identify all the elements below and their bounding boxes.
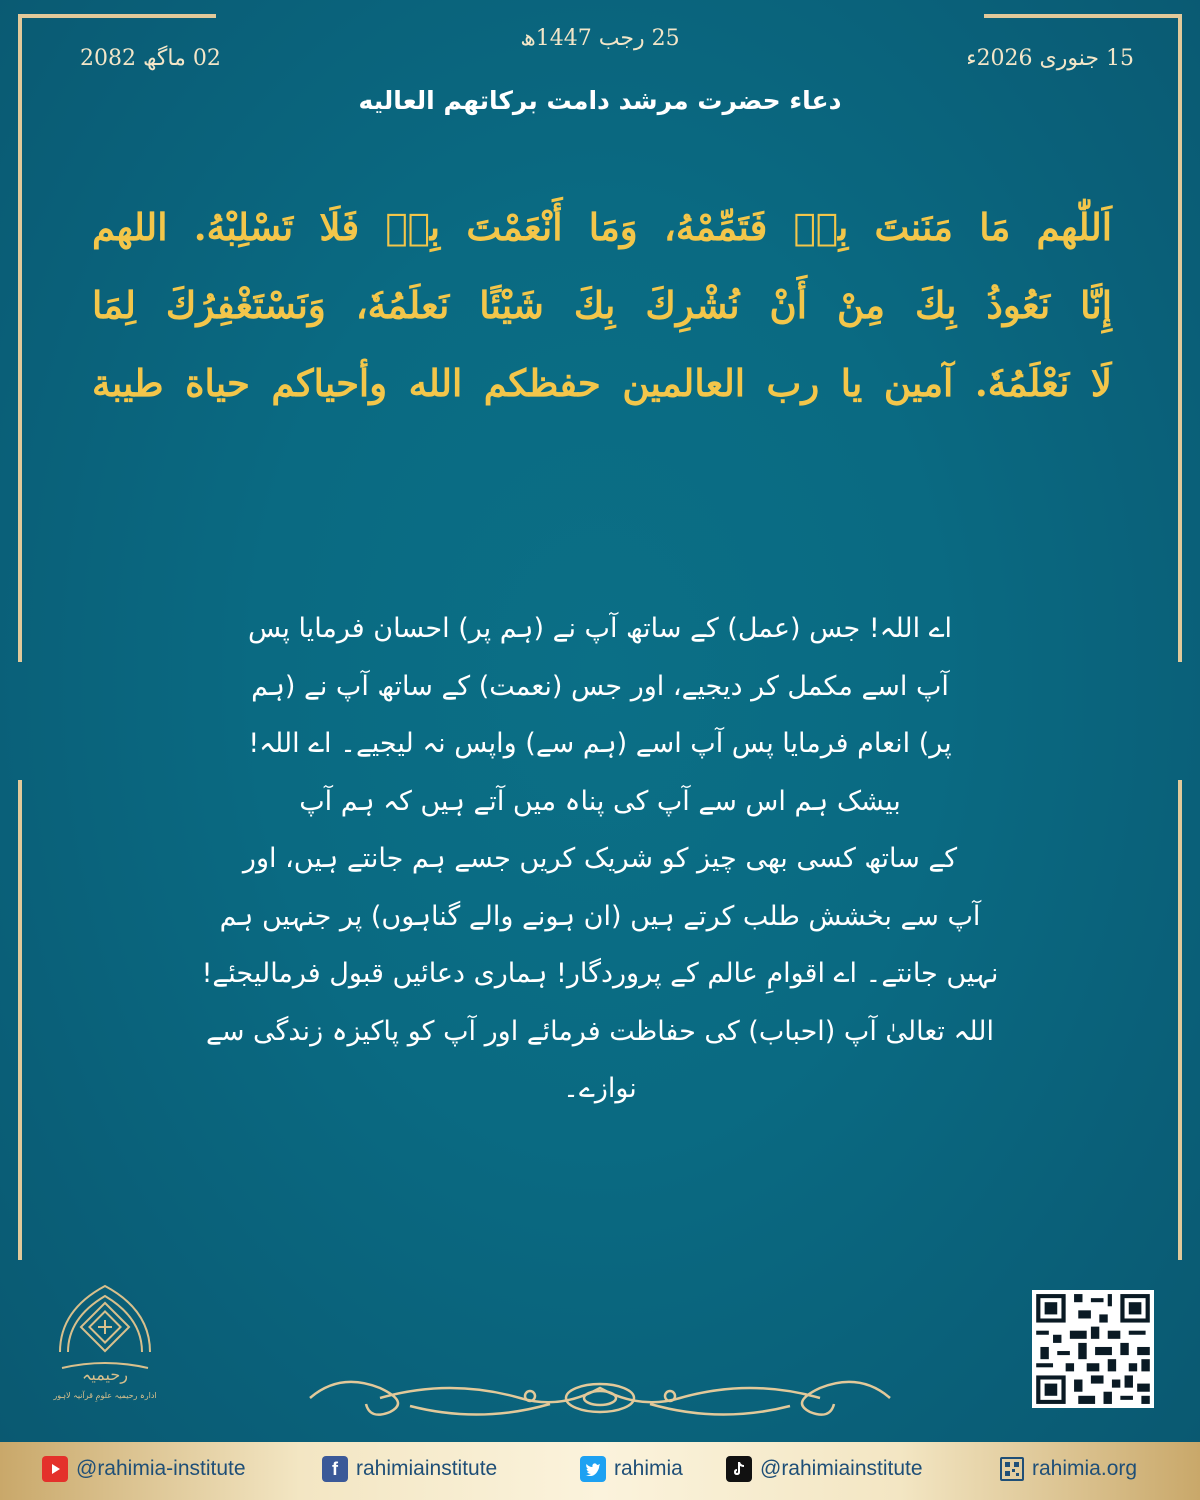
- urdu-line: آپ سے بخشش طلب کرتے ہیں (ان ہونے والے گناہوں) پر جنہیں ہم: [219, 900, 981, 932]
- urdu-line: اے اللہ! جس (عمل) کے ساتھ آپ نے (ہم پر) احسان فرمایا پس: [247, 613, 953, 644]
- frame-top-left: [18, 14, 216, 18]
- arabic-line: اَللّٰهم مَا مَنَنتَ بِهٖ فَتَمِّمْهُ، وَمَا أَنْعَمْتَ بِهٖ فَلَا تَسْلِبْهُ. اللهم: [92, 205, 1112, 249]
- youtube-link[interactable]: [42, 1454, 246, 1484]
- frame-right-lower: [1178, 780, 1182, 1260]
- ornament-divider: [300, 1368, 900, 1428]
- urdu-line: نوازے۔: [563, 1073, 637, 1104]
- urdu-line: نہیں جانتے۔ اے اقوامِ عالم کے پروردگار! ہماری دعائیں قبول فرمالیجئے!: [201, 958, 999, 989]
- arabic-dua: [92, 188, 1112, 422]
- frame-top-right: [984, 14, 1182, 18]
- youtube-icon: [42, 1456, 68, 1482]
- website-link[interactable]: [1000, 1454, 1137, 1484]
- website-url: rahimia.org: [1032, 1457, 1138, 1480]
- svg-text:ادارہ رحیمیہ علومِ قرآنیہ لاہو: ادارہ رحیمیہ علومِ قرآنیہ لاہور: [53, 1391, 157, 1400]
- urdu-line: آپ اسے مکمل کر دیجیے، اور جس (نعمت) کے ساتھ آپ نے (ہم: [251, 670, 949, 702]
- urdu-line: بیشک ہم اس سے آپ کی پناہ میں آتے ہیں کہ ہم آپ: [299, 785, 901, 817]
- twitter-icon: [580, 1456, 606, 1482]
- gregorian-date: 15 جنوری 2026ء: [966, 46, 1134, 71]
- qr-code: [1032, 1290, 1154, 1408]
- urdu-translation: [160, 600, 1040, 1118]
- tiktok-handle: @rahimiainstitute: [760, 1457, 923, 1480]
- frame-left-lower: [18, 780, 22, 1260]
- youtube-handle: @rahimia-institute: [76, 1457, 246, 1480]
- arabic-line: لَا نَعْلَمُهٗ. آمین یا رب العالمین حفظکم الله وأحیاکم حیاة طیبة: [92, 361, 1112, 405]
- twitter-handle: rahimia: [614, 1457, 683, 1480]
- tiktok-icon: [726, 1456, 752, 1482]
- rahimia-logo: [40, 1280, 170, 1410]
- facebook-icon: f: [322, 1456, 348, 1482]
- twitter-link[interactable]: [580, 1454, 683, 1484]
- svg-text:رحیمیہ: رحیمیہ: [82, 1365, 128, 1384]
- urdu-line: کے ساتھ کسی بھی چیز کو شریک کریں جسے ہم جانتے ہیں، اور: [242, 843, 958, 874]
- arabic-line: إِنَّا نَعُوذُ بِكَ مِنْ أَنْ نُشْرِكَ بِكَ شَيْئًا نَعلَمُهٗ، وَنَسْتَغْفِرُكَ لِمَا: [92, 283, 1112, 327]
- urdu-line: پر) انعام فرمایا پس آپ اسے (ہم سے) واپس نہ لیجیے۔ اے اللہ!: [248, 728, 952, 759]
- tiktok-link[interactable]: [726, 1454, 923, 1484]
- facebook-handle: rahimiainstitute: [356, 1457, 498, 1480]
- qr-small-icon: [1000, 1457, 1024, 1481]
- urdu-line: اللہ تعالیٰ آپ (احباب) کی حفاظت فرمائے اور آپ کو پاکیزہ زندگی سے: [206, 1015, 994, 1047]
- hijri-date: 25 رجب 1447ھ: [520, 26, 680, 51]
- bikrami-date: 02 ماگھ 2082: [80, 46, 221, 71]
- facebook-link[interactable]: [322, 1454, 497, 1484]
- dua-heading: دعاء حضرت مرشد دامت برکاتهم العالیه: [358, 86, 842, 115]
